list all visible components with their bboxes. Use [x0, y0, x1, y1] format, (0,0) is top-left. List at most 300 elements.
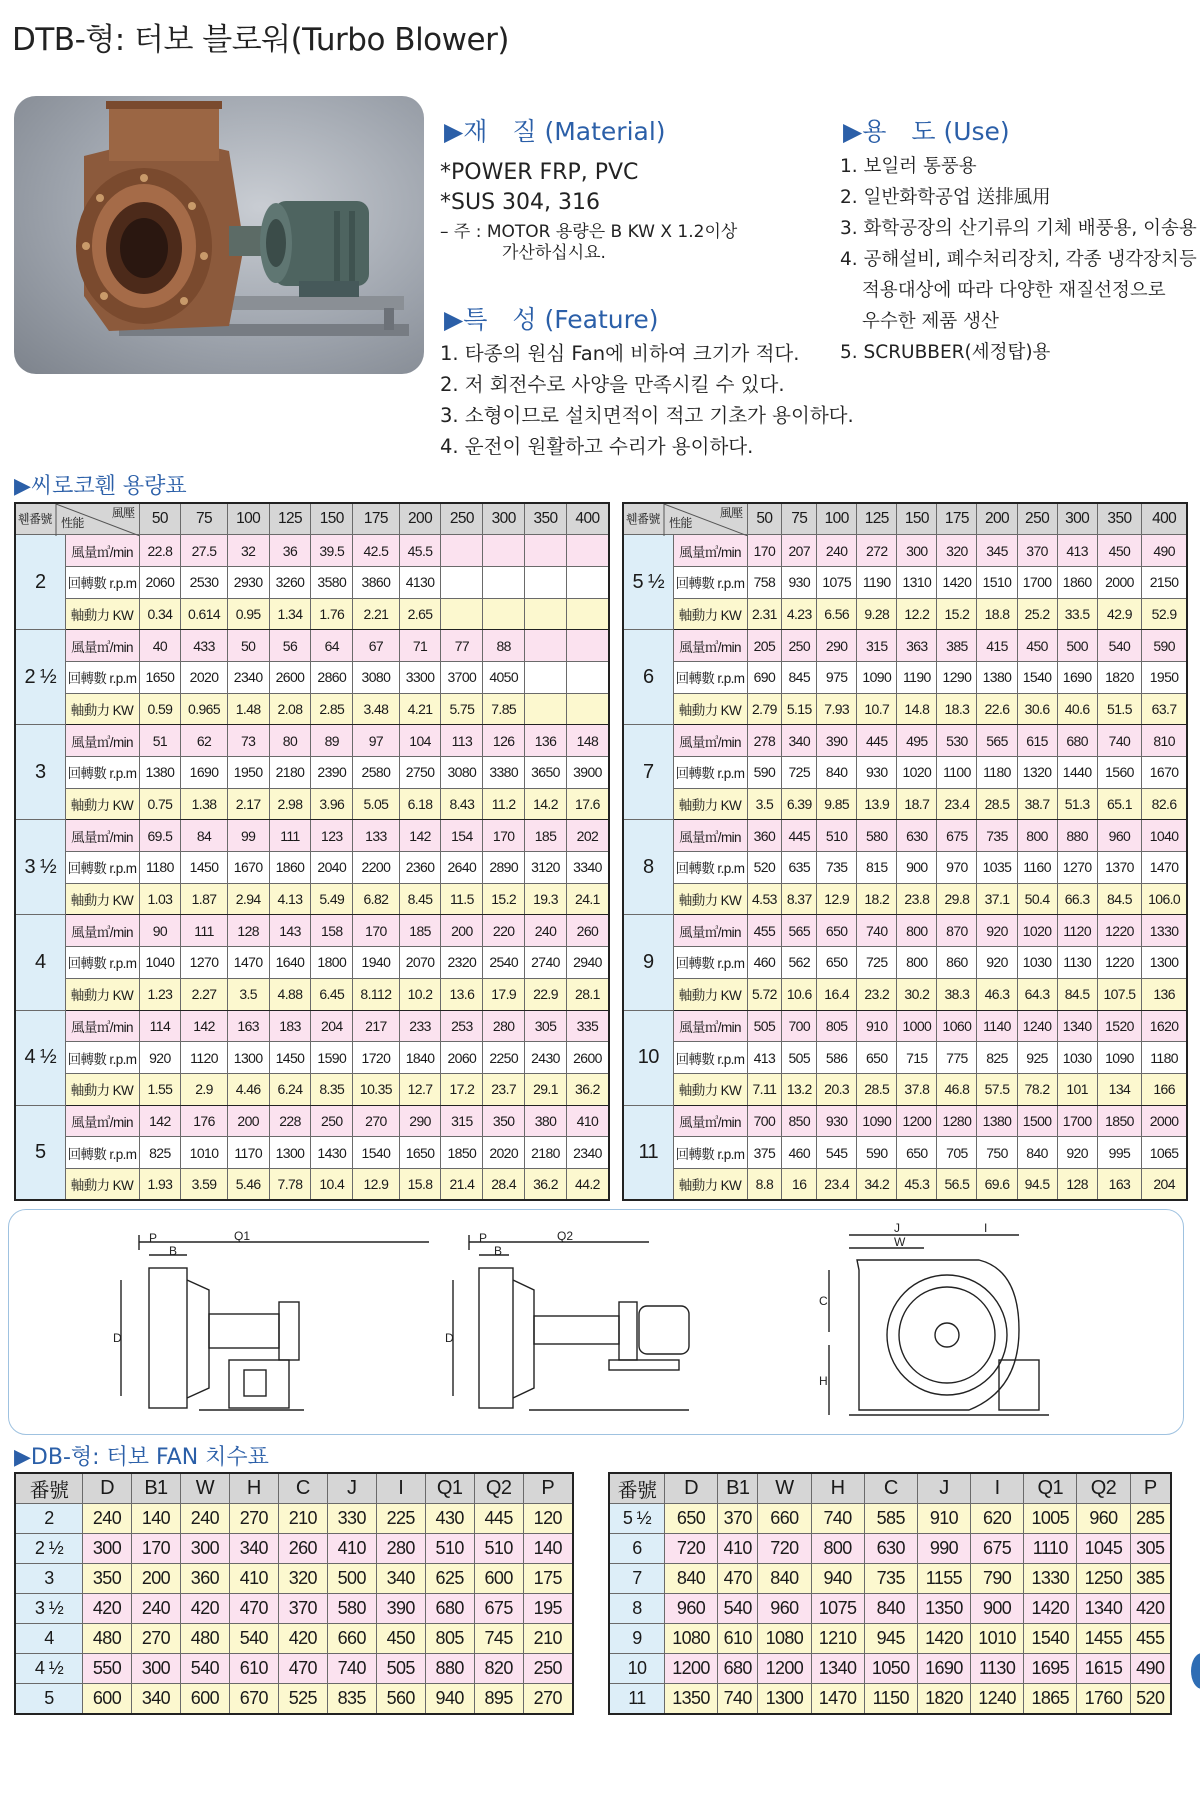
- dimension-cell: 1010: [971, 1624, 1024, 1654]
- capacity-cell: 1.34: [269, 598, 311, 630]
- capacity-cell: [525, 661, 567, 693]
- capacity-row: [623, 693, 1187, 725]
- capacity-cell: 1540: [353, 1137, 399, 1169]
- capacity-cell: 22.9: [525, 978, 567, 1010]
- capacity-cell: 3650: [525, 757, 567, 789]
- capacity-cell: 2340: [227, 661, 269, 693]
- capacity-cell: 540: [1097, 630, 1142, 662]
- material-note-2: 가산하십시요.: [502, 243, 606, 263]
- capacity-row: [15, 1105, 609, 1137]
- dimension-header: J: [917, 1473, 970, 1504]
- dimension-row: [609, 1654, 1171, 1684]
- drawing-label-j: J: [894, 1221, 900, 1235]
- capacity-cell: 4050: [483, 661, 525, 693]
- capacity-cell: 69.5: [139, 820, 181, 852]
- dimension-cell: 455: [1130, 1624, 1171, 1654]
- capacity-cell: 9.85: [817, 788, 857, 820]
- capacity-cell: 860: [937, 947, 977, 979]
- capacity-cell: 12.9: [353, 1168, 399, 1200]
- fan-size-cell: 4 ½: [15, 1010, 65, 1105]
- pressure-header: 100: [227, 503, 269, 535]
- dimension-cell: 120: [523, 1504, 573, 1534]
- capacity-cell: 1850: [441, 1137, 483, 1169]
- capacity-cell: 960: [1097, 820, 1142, 852]
- capacity-cell: 970: [937, 852, 977, 884]
- capacity-cell: 840: [1017, 1137, 1057, 1169]
- row-label: 風量㎥/min: [65, 725, 139, 757]
- capacity-cell: 7.93: [817, 693, 857, 725]
- capacity-cell: 3.48: [353, 693, 399, 725]
- capacity-cell: 7.78: [269, 1168, 311, 1200]
- fan-number-cell: 7: [609, 1564, 664, 1594]
- capacity-cell: 10.4: [311, 1168, 353, 1200]
- capacity-row: [15, 661, 609, 693]
- capacity-cell: 3860: [353, 566, 399, 598]
- page-edge-tab: [1191, 1653, 1200, 1689]
- pressure-header: 250: [441, 503, 483, 535]
- dimension-cell: 480: [180, 1624, 229, 1654]
- capacity-cell: 45.5: [399, 535, 441, 567]
- dimension-cell: 470: [718, 1564, 758, 1594]
- capacity-cell: 37.1: [977, 883, 1017, 915]
- capacity-cell: 253: [441, 1010, 483, 1042]
- capacity-cell: 2580: [353, 757, 399, 789]
- capacity-cell: 2020: [483, 1137, 525, 1169]
- capacity-cell: 5.49: [311, 883, 353, 915]
- capacity-cell: 89: [311, 725, 353, 757]
- dimension-cell: 735: [864, 1564, 917, 1594]
- capacity-cell: 1850: [1097, 1105, 1142, 1137]
- capacity-cell: 185: [399, 915, 441, 947]
- row-label: 軸動力 KW: [65, 788, 139, 820]
- dimension-cell: 1130: [971, 1654, 1024, 1684]
- dimension-header: B1: [718, 1473, 758, 1504]
- fan-number-cell: 8: [609, 1594, 664, 1624]
- capacity-cell: 28.4: [483, 1168, 525, 1200]
- capacity-cell: 0.59: [139, 693, 181, 725]
- capacity-row: [15, 1137, 609, 1169]
- capacity-row: [623, 883, 1187, 915]
- capacity-cell: 1030: [1017, 947, 1057, 979]
- capacity-cell: 142: [399, 820, 441, 852]
- capacity-cell: 14.8: [897, 693, 937, 725]
- capacity-cell: 840: [817, 757, 857, 789]
- capacity-cell: [483, 535, 525, 567]
- capacity-cell: 925: [1017, 1042, 1057, 1074]
- capacity-corner-cell: [623, 503, 747, 535]
- capacity-cell: 1500: [1017, 1105, 1057, 1137]
- capacity-cell: 34.2: [857, 1168, 897, 1200]
- dimension-cell: 680: [718, 1654, 758, 1684]
- dimension-cell: 1455: [1077, 1624, 1130, 1654]
- capacity-cell: 700: [782, 1010, 817, 1042]
- dimension-cell: 175: [523, 1564, 573, 1594]
- capacity-cell: 1020: [897, 757, 937, 789]
- capacity-cell: 805: [817, 1010, 857, 1042]
- capacity-cell: 240: [817, 535, 857, 567]
- drawing-label-c: C: [819, 1294, 828, 1308]
- capacity-cell: 51: [139, 725, 181, 757]
- capacity-cell: 1590: [311, 1042, 353, 1074]
- capacity-cell: 510: [817, 820, 857, 852]
- capacity-cell: 228: [269, 1105, 311, 1137]
- capacity-row: [623, 757, 1187, 789]
- capacity-cell: 1.76: [311, 598, 353, 630]
- dimension-cell: 650: [664, 1504, 717, 1534]
- dimension-cell: 550: [83, 1654, 132, 1684]
- dimension-header-row: [15, 1473, 573, 1504]
- use-heading: ▶용 도 (Use): [843, 117, 1010, 146]
- capacity-cell: 94.5: [1017, 1168, 1057, 1200]
- capacity-cell: 1120: [1057, 915, 1097, 947]
- dimension-row: [609, 1504, 1171, 1534]
- material-line-2: *SUS 304, 316: [440, 190, 600, 215]
- dimension-cell: 270: [523, 1684, 573, 1714]
- capacity-cell: 1840: [399, 1042, 441, 1074]
- capacity-cell: 240: [525, 915, 567, 947]
- dimension-cell: 745: [474, 1624, 523, 1654]
- capacity-cell: 775: [937, 1042, 977, 1074]
- capacity-cell: 1270: [1057, 852, 1097, 884]
- row-label: 軸動力 KW: [65, 1168, 139, 1200]
- capacity-cell: 315: [857, 630, 897, 662]
- capacity-row: [15, 535, 609, 567]
- capacity-cell: 1430: [311, 1137, 353, 1169]
- capacity-cell: 185: [525, 820, 567, 852]
- dimension-cell: 820: [474, 1654, 523, 1684]
- capacity-row: [623, 566, 1187, 598]
- fan-number-cell: 3 ½: [15, 1594, 83, 1624]
- drawing-label-p: P: [149, 1231, 158, 1245]
- capacity-cell: 163: [227, 1010, 269, 1042]
- row-label: 回轉數 r.p.m: [673, 757, 747, 789]
- fan-number-cell: 6: [609, 1534, 664, 1564]
- capacity-cell: 410: [566, 1105, 609, 1137]
- material-note-1: – 주 : MOTOR 용량은 B KW X 1.2이상: [440, 222, 738, 242]
- material-heading: ▶재 질 (Material): [444, 117, 666, 146]
- capacity-cell: 1090: [857, 661, 897, 693]
- capacity-cell: 315: [441, 1105, 483, 1137]
- drawing-label-w: W: [894, 1235, 906, 1249]
- capacity-cell: 930: [857, 757, 897, 789]
- fan-number-cell: 9: [609, 1624, 664, 1654]
- capacity-cell: 51.3: [1057, 788, 1097, 820]
- capacity-cell: 800: [897, 915, 937, 947]
- dimension-header: C: [864, 1473, 917, 1504]
- capacity-cell: 0.95: [227, 598, 269, 630]
- capacity-row: [15, 598, 609, 630]
- dimension-cell: 1155: [917, 1564, 970, 1594]
- capacity-cell: 1950: [227, 757, 269, 789]
- dimension-header: W: [758, 1473, 811, 1504]
- capacity-cell: 0.34: [139, 598, 181, 630]
- capacity-cell: 565: [977, 725, 1017, 757]
- capacity-cell: 7.11: [747, 1073, 782, 1105]
- capacity-cell: 1320: [1017, 757, 1057, 789]
- fan-number-cell: 5: [15, 1684, 83, 1714]
- capacity-cell: 635: [782, 852, 817, 884]
- pressure-header: 300: [1057, 503, 1097, 535]
- capacity-cell: 4.13: [269, 883, 311, 915]
- capacity-cell: 2600: [269, 661, 311, 693]
- capacity-cell: 1130: [1057, 947, 1097, 979]
- capacity-cell: 1020: [1017, 915, 1057, 947]
- turbo-blower-photo: [14, 96, 424, 374]
- dimension-cell: 170: [131, 1534, 180, 1564]
- capacity-cell: 1370: [1097, 852, 1142, 884]
- dimension-cell: 660: [758, 1504, 811, 1534]
- feature-item: 3. 소형이므로 설치면적이 적고 기초가 용이하다.: [440, 404, 854, 427]
- dimension-header: Q1: [1024, 1473, 1077, 1504]
- capacity-cell: 2430: [525, 1042, 567, 1074]
- capacity-row: [15, 630, 609, 662]
- capacity-cell: 910: [857, 1010, 897, 1042]
- capacity-cell: 1.87: [181, 883, 227, 915]
- capacity-cell: 880: [1057, 820, 1097, 852]
- pressure-header: 50: [139, 503, 181, 535]
- capacity-cell: 2040: [311, 852, 353, 884]
- capacity-cell: 1420: [937, 566, 977, 598]
- capacity-cell: 278: [747, 725, 782, 757]
- capacity-table-title: ▶씨로코휀 용량표: [14, 474, 187, 499]
- capacity-cell: 13.2: [782, 1073, 817, 1105]
- capacity-cell: 815: [857, 852, 897, 884]
- capacity-cell: 205: [747, 630, 782, 662]
- capacity-cell: 2740: [525, 947, 567, 979]
- dimension-cell: 600: [83, 1684, 132, 1714]
- drawing-label-q1: Q1: [234, 1229, 251, 1243]
- capacity-cell: 1860: [269, 852, 311, 884]
- drawing-label-d: D: [113, 1331, 122, 1345]
- capacity-row: [623, 1137, 1187, 1169]
- dimension-cell: 510: [425, 1534, 474, 1564]
- fan-size-cell: 5 ½: [623, 535, 673, 630]
- capacity-row: [623, 1105, 1187, 1137]
- capacity-cell: 23.4: [937, 788, 977, 820]
- capacity-cell: 8.45: [399, 883, 441, 915]
- capacity-cell: 505: [747, 1010, 782, 1042]
- drawing-label-p: P: [479, 1231, 488, 1245]
- dimension-row: [609, 1564, 1171, 1594]
- capacity-cell: 630: [897, 820, 937, 852]
- dimension-cell: 420: [83, 1594, 132, 1624]
- capacity-cell: 1180: [1142, 1042, 1187, 1074]
- dimension-cell: 790: [971, 1564, 1024, 1594]
- dimension-cell: 740: [327, 1654, 376, 1684]
- dimension-cell: 675: [474, 1594, 523, 1624]
- capacity-cell: 700: [747, 1105, 782, 1137]
- capacity-row: [623, 598, 1187, 630]
- dimension-cell: 525: [278, 1684, 327, 1714]
- capacity-cell: [483, 598, 525, 630]
- row-label: 回轉數 r.p.m: [65, 661, 139, 693]
- capacity-cell: 13.9: [857, 788, 897, 820]
- capacity-cell: 15.2: [483, 883, 525, 915]
- capacity-cell: 1800: [311, 947, 353, 979]
- capacity-cell: 65.1: [1097, 788, 1142, 820]
- capacity-cell: 370: [1017, 535, 1057, 567]
- capacity-cell: 1.38: [181, 788, 227, 820]
- capacity-cell: 176: [181, 1105, 227, 1137]
- capacity-cell: 4.23: [782, 598, 817, 630]
- capacity-cell: 1450: [269, 1042, 311, 1074]
- capacity-cell: 16: [782, 1168, 817, 1200]
- pressure-header: 200: [977, 503, 1017, 535]
- capacity-cell: 1700: [1057, 1105, 1097, 1137]
- feature-list: [440, 338, 854, 462]
- capacity-cell: 126: [483, 725, 525, 757]
- capacity-cell: 17.9: [483, 978, 525, 1010]
- capacity-row: [15, 725, 609, 757]
- capacity-cell: 1035: [977, 852, 1017, 884]
- capacity-cell: 1040: [1142, 820, 1187, 852]
- dimension-cell: 960: [664, 1594, 717, 1624]
- capacity-cell: 3120: [525, 852, 567, 884]
- capacity-cell: 1160: [1017, 852, 1057, 884]
- drawing-label-h: H: [819, 1374, 828, 1388]
- capacity-cell: 845: [782, 661, 817, 693]
- capacity-cell: 650: [857, 1042, 897, 1074]
- dimension-cell: 260: [278, 1534, 327, 1564]
- dimension-header: B1: [131, 1473, 180, 1504]
- capacity-cell: 5.05: [353, 788, 399, 820]
- capacity-cell: 580: [857, 820, 897, 852]
- capacity-cell: 29.8: [937, 883, 977, 915]
- capacity-cell: 6.45: [311, 978, 353, 1010]
- dimension-table-left: [14, 1472, 574, 1715]
- capacity-cell: 128: [227, 915, 269, 947]
- capacity-cell: 260: [566, 915, 609, 947]
- capacity-cell: 40.6: [1057, 693, 1097, 725]
- capacity-cell: 36: [269, 535, 311, 567]
- capacity-cell: 82.6: [1142, 788, 1187, 820]
- capacity-cell: 204: [311, 1010, 353, 1042]
- capacity-cell: 22.8: [139, 535, 181, 567]
- capacity-cell: 38.7: [1017, 788, 1057, 820]
- dimension-row: [609, 1624, 1171, 1654]
- capacity-cell: 2860: [311, 661, 353, 693]
- capacity-row: [15, 978, 609, 1010]
- capacity-cell: 1180: [977, 757, 1017, 789]
- dimension-cell: 200: [131, 1564, 180, 1594]
- row-label: 回轉數 r.p.m: [65, 1137, 139, 1169]
- capacity-cell: [525, 630, 567, 662]
- capacity-cell: 2020: [181, 661, 227, 693]
- fan-number-cell: 5 ½: [609, 1504, 664, 1534]
- capacity-cell: 77: [441, 630, 483, 662]
- row-label: 風量㎥/min: [673, 915, 747, 947]
- capacity-cell: 12.7: [399, 1073, 441, 1105]
- capacity-cell: 97: [353, 725, 399, 757]
- capacity-cell: 2180: [525, 1137, 567, 1169]
- dimension-cell: 675: [971, 1534, 1024, 1564]
- capacity-cell: 650: [817, 947, 857, 979]
- dimension-cell: 610: [718, 1624, 758, 1654]
- row-label: 回轉數 r.p.m: [673, 566, 747, 598]
- capacity-cell: 725: [857, 947, 897, 979]
- capacity-cell: 36.2: [525, 1168, 567, 1200]
- capacity-cell: 88: [483, 630, 525, 662]
- capacity-cell: 1650: [139, 661, 181, 693]
- capacity-cell: 375: [747, 1137, 782, 1169]
- dimension-cell: 940: [811, 1564, 864, 1594]
- capacity-cell: 8.112: [353, 978, 399, 1010]
- fan-number-cell: 10: [609, 1654, 664, 1684]
- dimension-cell: 940: [425, 1684, 474, 1714]
- capacity-cell: 0.614: [181, 598, 227, 630]
- dimension-cell: 1350: [664, 1684, 717, 1714]
- capacity-cell: 166: [1142, 1073, 1187, 1105]
- capacity-row: [623, 661, 1187, 693]
- capacity-cell: 2340: [566, 1137, 609, 1169]
- capacity-cell: 22.6: [977, 693, 1017, 725]
- material-line-1: *POWER FRP, PVC: [440, 160, 639, 185]
- dimension-cell: 800: [811, 1534, 864, 1564]
- capacity-cell: 1100: [937, 757, 977, 789]
- capacity-cell: 1690: [1057, 661, 1097, 693]
- capacity-cell: 37.8: [897, 1073, 937, 1105]
- capacity-cell: 84.5: [1097, 883, 1142, 915]
- dimension-header: C: [278, 1473, 327, 1504]
- capacity-row: [15, 947, 609, 979]
- dimension-cell: 1615: [1077, 1654, 1130, 1684]
- capacity-cell: 6.56: [817, 598, 857, 630]
- capacity-cell: 9.28: [857, 598, 897, 630]
- capacity-cell: [566, 693, 609, 725]
- capacity-row: [15, 757, 609, 789]
- capacity-cell: 5.15: [782, 693, 817, 725]
- capacity-cell: 16.4: [817, 978, 857, 1010]
- feature-item: 1. 타종의 원심 Fan에 비하여 크기가 적다.: [440, 342, 800, 365]
- capacity-cell: 18.2: [857, 883, 897, 915]
- capacity-cell: 133: [353, 820, 399, 852]
- dimension-cell: 385: [1130, 1564, 1171, 1594]
- capacity-cell: 64.3: [1017, 978, 1057, 1010]
- dimension-cell: 1695: [1024, 1654, 1077, 1684]
- capacity-row: [15, 788, 609, 820]
- pressure-header: 125: [857, 503, 897, 535]
- fan-size-cell: 8: [623, 820, 673, 915]
- dimension-cell: 540: [718, 1594, 758, 1624]
- capacity-cell: 200: [227, 1105, 269, 1137]
- capacity-cell: 3.5: [747, 788, 782, 820]
- dimension-row: [609, 1684, 1171, 1714]
- capacity-cell: 758: [747, 566, 782, 598]
- use-item: 적용대상에 따라 다양한 재질선정으로: [862, 280, 1166, 301]
- capacity-cell: 930: [782, 566, 817, 598]
- capacity-cell: 11.2: [483, 788, 525, 820]
- feature-item: 4. 운전이 원활하고 수리가 용이하다.: [440, 435, 754, 458]
- capacity-cell: 740: [1097, 725, 1142, 757]
- pressure-header: 200: [399, 503, 441, 535]
- dimension-cell: 195: [523, 1594, 573, 1624]
- capacity-cell: [441, 566, 483, 598]
- capacity-cell: 6.24: [269, 1073, 311, 1105]
- dimension-cell: 740: [718, 1684, 758, 1714]
- capacity-cell: 62: [181, 725, 227, 757]
- dimension-cell: 895: [474, 1684, 523, 1714]
- fan-size-cell: 5: [15, 1105, 65, 1200]
- capacity-cell: 1440: [1057, 757, 1097, 789]
- capacity-cell: 920: [139, 1042, 181, 1074]
- capacity-cell: 290: [817, 630, 857, 662]
- capacity-cell: 4.88: [269, 978, 311, 1010]
- capacity-cell: 850: [782, 1105, 817, 1137]
- capacity-cell: 21.4: [441, 1168, 483, 1200]
- capacity-cell: [566, 566, 609, 598]
- use-item: 3. 화학공장의 산기류의 기체 배풍용, 이송용: [840, 218, 1197, 239]
- capacity-cell: 71: [399, 630, 441, 662]
